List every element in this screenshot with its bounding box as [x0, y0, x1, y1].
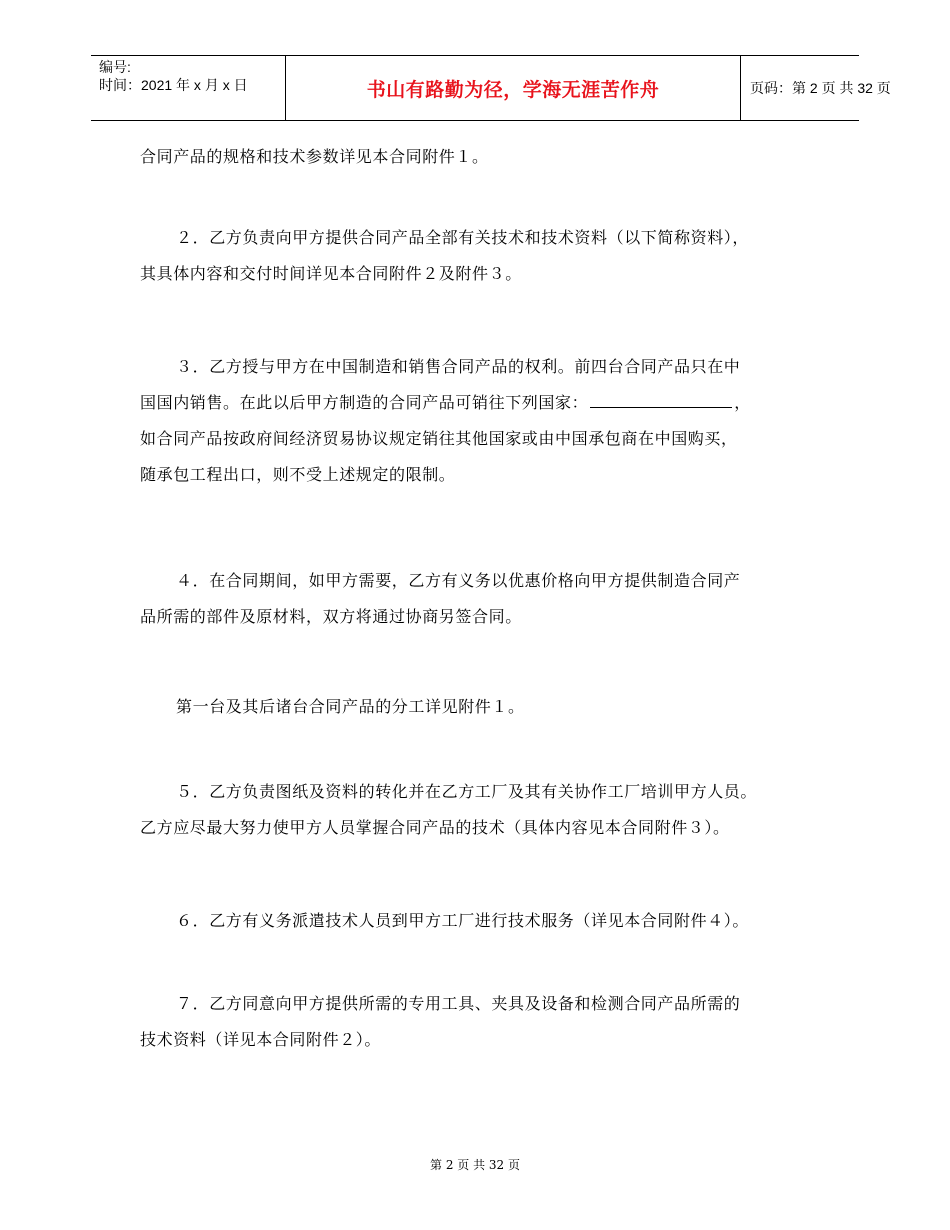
paragraph-line: ３．乙方授与甲方在中国制造和销售合同产品的权利。前四台合同产品只在中 — [176, 357, 741, 376]
country-blank-field — [590, 393, 732, 408]
paragraph-clause-2 — [140, 220, 830, 292]
paragraph-division — [140, 689, 830, 725]
paragraph-line: ４．在合同期间，如甲方需要，乙方有义务以优惠价格向甲方提供制造合同产 — [176, 571, 741, 590]
paragraph-line: ２．乙方负责向甲方提供合同产品全部有关技术和技术资料（以下简称资料）， — [176, 228, 750, 247]
paragraph-line: 技术资料（详见本合同附件２）。 — [140, 1030, 382, 1049]
header-meta — [91, 56, 285, 120]
header-motto: 书山有路勤为径，学海无涯苦作舟 — [366, 78, 660, 101]
paragraph-text: 国国内销售。在此以后甲方制造的合同产品可销往下列国家： — [140, 393, 589, 412]
document-date: 时间：2021 年 x 月 x 日 — [99, 77, 248, 93]
paragraph-line: ５．乙方负责图纸及资料的转化并在乙方工厂及其有关协作工厂培训甲方人员。 — [176, 782, 758, 801]
paragraph-line: 品所需的部件及原材料，双方将通过协商另签合同。 — [140, 607, 522, 626]
header-page-cell — [741, 56, 891, 120]
paragraph-line: 其具体内容和交付时间详见本合同附件２及附件３。 — [140, 264, 522, 283]
paragraph-spec — [140, 139, 830, 175]
paragraph-text: ， — [734, 393, 751, 412]
paragraph-line: 合同产品的规格和技术参数详见本合同附件１。 — [140, 147, 489, 166]
paragraph-clause-6 — [140, 903, 830, 939]
paragraph-clause-4 — [140, 563, 830, 635]
header-motto-cell — [285, 56, 741, 120]
header-page-info: 页码：第 2 页 共 32 页 — [750, 80, 891, 96]
paragraph-line: ６．乙方有义务派遣技术人员到甲方工厂进行技术服务（详见本合同附件４）。 — [176, 911, 750, 930]
paragraph-clause-5 — [140, 774, 830, 846]
paragraph-clause-7 — [140, 986, 830, 1058]
paragraph-line: ７．乙方同意向甲方提供所需的专用工具、夹具及设备和检测合同产品所需的 — [176, 994, 741, 1013]
paragraph-line: 随承包工程出口，则不受上述规定的限制。 — [140, 465, 456, 484]
paragraph-line: 如合同产品按政府间经济贸易协议规定销往其他国家或由中国承包商在中国购买， — [140, 429, 738, 448]
paragraph-clause-3 — [140, 349, 830, 493]
page-footer: 第 2 页 共 32 页 — [430, 1158, 520, 1172]
paragraph-line-with-blank — [140, 385, 830, 421]
document-number-label: 编号: — [99, 59, 131, 75]
paragraph-line: 第一台及其后诸台合同产品的分工详见附件１。 — [176, 697, 525, 716]
page-header — [91, 55, 891, 121]
paragraph-line: 乙方应尽最大努力使甲方人员掌握合同产品的技术（具体内容见本合同附件３）。 — [140, 818, 730, 837]
